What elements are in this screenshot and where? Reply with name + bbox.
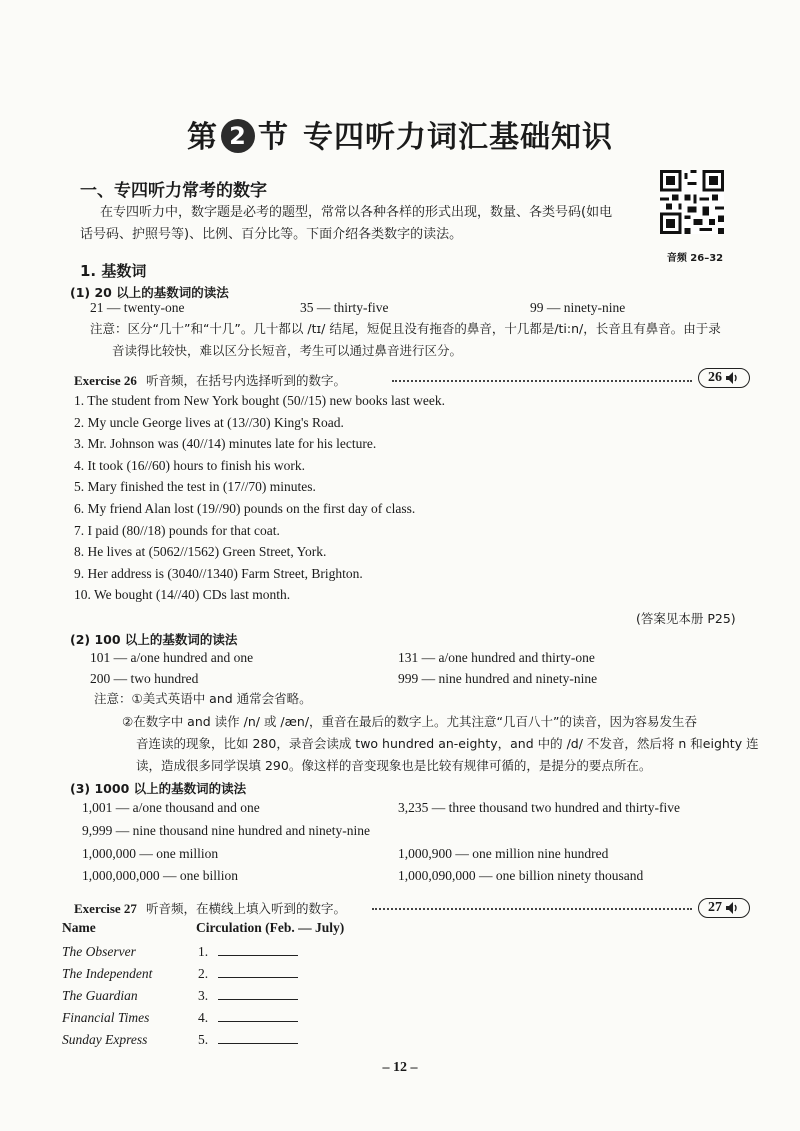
list-item: 6. My friend Alan lost (19//90) pounds on the first day of class. bbox=[74, 500, 416, 516]
example-200: 200 — two hundred bbox=[90, 671, 199, 686]
example-million: 1,000,000 — one million bbox=[82, 846, 219, 861]
example-35: 35 — thirty-five bbox=[300, 300, 389, 315]
example-99: 99 — ninety-nine bbox=[530, 300, 626, 315]
answer-blank[interactable] bbox=[218, 1029, 298, 1044]
example-131: 131 — a/one hundred and thirty-one bbox=[398, 650, 595, 665]
publication-name: Sunday Express bbox=[62, 1032, 148, 1047]
qr-caption: 音频 26–32 bbox=[666, 253, 724, 264]
subheading-100: (2) 100 以上的基数词的读法 bbox=[70, 632, 238, 647]
exercise-27-instruction: 听音频，在横线上填入听到的数字。 bbox=[146, 901, 347, 916]
answer-reference: (答案见本册 P25) bbox=[636, 611, 736, 626]
speaker-icon bbox=[726, 902, 740, 914]
publication-name: The Independent bbox=[62, 966, 153, 981]
row-number: 3. bbox=[198, 988, 209, 1003]
row-number: 4. bbox=[198, 1010, 209, 1025]
note-2b2: 音连读的现象，比如 280，录音会读成 two hundred an-eighty，and 中的 /d/ 不发音，然后将 n 和eighty 连 bbox=[136, 736, 759, 751]
answer-blank[interactable] bbox=[218, 1007, 298, 1022]
table-row bbox=[62, 985, 362, 1007]
section-heading: 一、专四听力常考的数字 bbox=[80, 181, 267, 201]
column-header-name: Name bbox=[62, 920, 96, 935]
note-1b: 音读得比较快，难以区分长短音，考生可以通过鼻音进行区分。 bbox=[112, 343, 463, 358]
subheading-1000: (3) 1000 以上的基数词的读法 bbox=[70, 781, 247, 796]
section-number-badge: 2 bbox=[221, 119, 255, 153]
audio-27-number: 27 bbox=[708, 900, 722, 915]
intro-line-1: 在专四听力中，数字题是必考的题型，常常以各种各样的形式出现，数量、各类号码(如电 bbox=[100, 205, 613, 220]
list-item: 4. It took (16//60) hours to finish his work. bbox=[74, 457, 305, 473]
table-row bbox=[62, 941, 362, 963]
intro-line-2: 话号码、护照号等)、比例、百分比等。下面介绍各类数字的读法。 bbox=[80, 227, 463, 242]
row-number: 1. bbox=[198, 944, 209, 959]
note-2a: 注意：①美式英语中 and 通常会省略。 bbox=[94, 691, 312, 706]
title-prefix: 第 bbox=[187, 120, 218, 155]
table-row bbox=[62, 963, 362, 985]
exercise-26-label: Exercise 26 bbox=[74, 373, 137, 388]
answer-blank[interactable] bbox=[218, 963, 298, 978]
publication-name: Financial Times bbox=[62, 1010, 150, 1025]
exercise-26-instruction: 听音频，在括号内选择听到的数字。 bbox=[146, 373, 347, 388]
table-row bbox=[62, 1007, 362, 1029]
publication-name: The Guardian bbox=[62, 988, 138, 1003]
exercise-26-list bbox=[74, 390, 445, 606]
list-item: 2. My uncle George lives at (13//30) King's Road. bbox=[74, 414, 344, 430]
answer-blank[interactable] bbox=[218, 985, 298, 1000]
page-number: – 12 – bbox=[382, 1060, 418, 1075]
note-2b3: 读，造成很多同学误填 290。像这样的音变现象也是比较有规律可循的，是提分的要点所在。 bbox=[136, 758, 652, 773]
dotted-leader bbox=[392, 380, 692, 382]
list-item: 9. Her address is (3040//1340) Farm Street, Brighton. bbox=[74, 565, 363, 581]
example-101: 101 — a/one hundred and one bbox=[90, 650, 254, 665]
list-item: 5. Mary finished the test in (17//70) minutes. bbox=[74, 479, 316, 495]
list-item: 10. We bought (14//40) CDs last month. bbox=[74, 587, 291, 603]
example-1001: 1,001 — a/one thousand and one bbox=[82, 800, 260, 815]
answer-blank[interactable] bbox=[218, 941, 298, 956]
list-item: 3. Mr. Johnson was (40//14) minutes late for his lecture. bbox=[74, 436, 377, 452]
publication-name: The Observer bbox=[62, 944, 136, 959]
row-number: 5. bbox=[198, 1032, 209, 1047]
list-item: 8. He lives at (5062//1562) Green Street, York. bbox=[74, 544, 327, 560]
exercise-26-header bbox=[74, 370, 346, 389]
exercise-27-label: Exercise 27 bbox=[74, 901, 137, 916]
audio-27-button[interactable] bbox=[698, 898, 750, 918]
speaker-icon bbox=[726, 372, 740, 384]
dotted-leader bbox=[372, 908, 692, 910]
page-title bbox=[0, 112, 800, 156]
example-billion: 1,000,000,000 — one billion bbox=[82, 868, 238, 883]
example-1000090000: 1,000,090,000 — one billion ninety thousand bbox=[398, 868, 644, 883]
example-999: 999 — nine hundred and ninety-nine bbox=[398, 671, 598, 686]
audio-26-button[interactable] bbox=[698, 368, 750, 388]
example-1000900: 1,000,900 — one million nine hundred bbox=[398, 846, 609, 861]
exercise-27-header bbox=[74, 898, 346, 917]
title-main: 专四听力词汇基础知识 bbox=[303, 120, 613, 155]
list-item: 7. I paid (80//18) pounds for that coat. bbox=[74, 522, 280, 538]
column-header-circulation: Circulation (Feb. — July) bbox=[196, 920, 345, 935]
qr-code-icon[interactable] bbox=[660, 170, 724, 234]
note-1a: 注意：区分“几十”和“十几”。几十都以 /tɪ/ 结尾，短促且没有拖沓的鼻音，十几都是/ti:n/，长音且有鼻音。由于录 bbox=[90, 321, 721, 336]
row-number: 2. bbox=[198, 966, 209, 981]
title-suffix: 节 bbox=[258, 120, 289, 155]
circulation-table bbox=[62, 941, 362, 1051]
example-21: 21 — twenty-one bbox=[90, 300, 185, 315]
list-item: 1. The student from New York bought (50//15) new books last week. bbox=[74, 393, 445, 408]
example-9999: 9,999 — nine thousand nine hundred and ninety-nine bbox=[82, 823, 370, 838]
subheading-20: (1) 20 以上的基数词的读法 bbox=[70, 285, 229, 300]
audio-26-number: 26 bbox=[708, 370, 722, 385]
cardinal-heading: 1. 基数词 bbox=[80, 262, 147, 280]
table-row bbox=[62, 1029, 362, 1051]
example-3235: 3,235 — three thousand two hundred and thirty-five bbox=[398, 800, 680, 815]
note-2b1: ②在数字中 and 读作 /n/ 或 /æn/，重音在最后的数字上。尤其注意“几百八十”的读音，因为容易发生吞 bbox=[122, 714, 698, 729]
